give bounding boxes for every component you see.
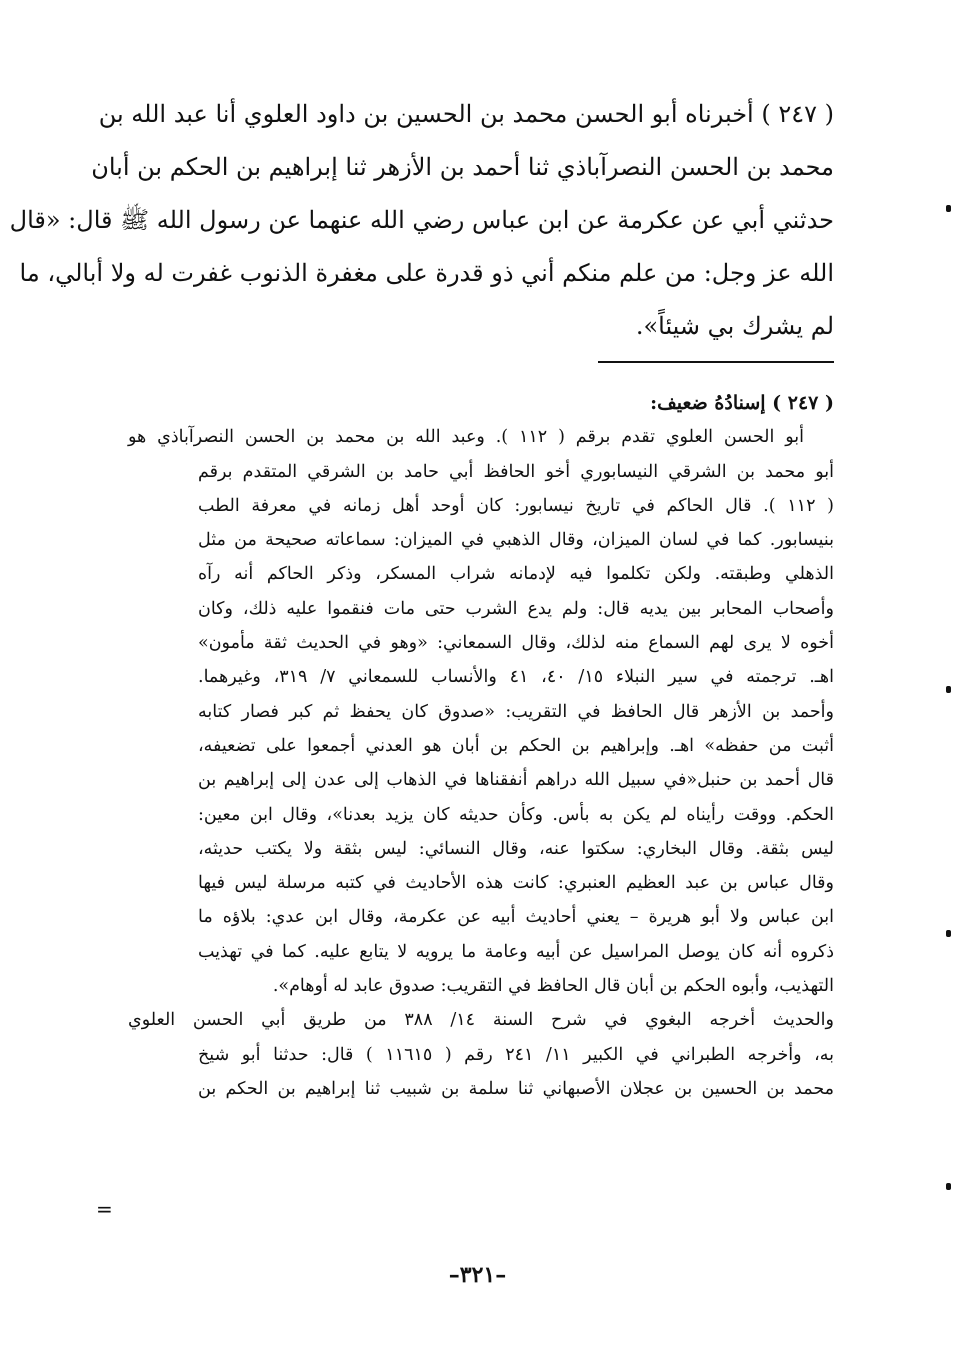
hadith-line: لم يشرك بي شيئاً». bbox=[635, 312, 834, 340]
footnote-line: التهذيب، وأبوه الحكم بن أبان قال الحافظ في التقريب: صدوق عابد له أوهام». bbox=[272, 976, 834, 997]
margin-dot bbox=[946, 930, 951, 937]
footnote-line: ابن عباس ولا أبو هريرة – يعني أحاديث أبيه عن عكرمة، وقال ابن عدي: بلاؤه ما bbox=[198, 907, 834, 928]
footnote-heading: ( ٢٤٧ ) إسنادُهُ ضعيف: bbox=[650, 392, 834, 414]
continuation-mark: = bbox=[96, 1197, 113, 1221]
margin-dot bbox=[946, 205, 951, 212]
hadith-line: حدثني أبي عن عكرمة عن ابن عباس رضي الله عنهما عن رسول الله ﷺ قال: «قال bbox=[9, 206, 834, 234]
footnote-line: الحكم. ووقت رأيناه لم يكن به بأس. وكأن حديثه كان يزيد بعدنا»، وقال ابن معين: bbox=[198, 804, 834, 825]
footnote-line: أخوه لا يرى لهم السماع منه لذلك، وقال السمعاني: «وهو في الحديث ثقة مأمون» bbox=[198, 633, 834, 654]
footnote-line: ( ١١٢ ). قال الحاكم في تاريخ نيسابور: كان أوحد أهل زمانه في معرفة الطب bbox=[198, 495, 834, 516]
hadith-line: الله عز وجل: من علم منكم أني ذو قدرة على مغفرة الذنوب غفرت له ولا أبالي، ما bbox=[19, 259, 834, 287]
footnote-line: وأصحاب المحابر بين يديه قال: ولم يدع الشرب حتى مات فنقموا عليه ذلك، وكان bbox=[198, 598, 834, 619]
footnote-line: أثبت من حفظه» اهـ. وإبراهيم بن الحكم بن أبان هو العدني أجمعوا على تضعيفه، bbox=[198, 735, 834, 756]
hadith-text bbox=[9, 88, 834, 353]
footnote-line: وقال عباس بن عبد العظيم العنبري: كانت هذه الأحاديث في كتبه مرسلة ليس فيها bbox=[198, 873, 834, 894]
footnote-line: اهـ. ترجمته في سير النبلاء ١٥/ ٤٠، ٤١ والأنساب للسمعاني ٧/ ٣١٩، وغيرهما. bbox=[198, 667, 834, 688]
margin-dot bbox=[946, 686, 951, 693]
footnote-line: ذكروه أنه كان يوصل المراسيل عن أبيه وعامة ما يرويه لا يتابع عليه. كما في تهذيب bbox=[198, 941, 834, 962]
footnote-line: محمد بن الحسين بن عجلان الأصبهاني ثنا سلمة بن شبيب ثنا إبراهيم بن الحكم بن bbox=[198, 1078, 834, 1099]
footnote-line: أبو الحسن العلوي تقدم برقم ( ١١٢ ). وعبد الله بن محمد بن الحسن النصرآباذي هو bbox=[128, 427, 804, 448]
footnote-line: ليس بثقة. وقال البخاري: سكتوا عنه، وقال النسائي: ليس بثقة ولا يكتب حديثه، bbox=[198, 838, 834, 859]
hadith-line: محمد بن الحسن النصرآباذي ثنا أحمد بن الأزهر ثنا إبراهيم بن الحكم بن أبان bbox=[91, 153, 834, 181]
footnote-line: الذهلي وطبقته. ولكن تكلموا فيه لإدمانه شراب المسكر، وذكر الحاكم أنه رآه bbox=[198, 564, 834, 585]
page-number: –٣٢١– bbox=[448, 1262, 507, 1288]
hadith-line: ( ٢٤٧ ) أخبرناه أبو الحسن محمد بن الحسين بن داود العلوي أنا عبد الله بن bbox=[98, 100, 834, 128]
footnote-line: أبو محمد بن الشرقي النيسابوري أخو الحافظ أبي حامد بن الشرقي المتقدم برقم bbox=[198, 461, 834, 482]
margin-dot bbox=[946, 1183, 951, 1190]
footnote-line: به، وأخرجه الطبراني في الكبير ١١/ ٢٤١ رقم ( ١١٦١٥ ) قال: حدثنا أبو شيخ bbox=[198, 1044, 835, 1065]
footnote-line: قال أحمد بن حنبل«في سبيل الله دراهم أنفقناها في الذهاب إلى عدن إلى إبراهيم بن bbox=[198, 770, 834, 791]
footnote-line: والحديث أخرجه البغوي في شرح السنة ١٤/ ٣٨٨ من طريق أبي الحسن العلوي bbox=[128, 1010, 834, 1031]
footnote-line: بنيسابور. كما في لسان الميزان، وقال الذهبي في الميزان: سماعاته صحيحة من مثل bbox=[198, 530, 834, 551]
footnote-line: وأحمد بن الأزهر قال الحافظ في التقريب: «صدوق كان يحفظ ثم كبر فصار كتابه bbox=[198, 701, 834, 722]
footnote-section bbox=[128, 386, 834, 1106]
footnote-separator bbox=[598, 361, 834, 363]
